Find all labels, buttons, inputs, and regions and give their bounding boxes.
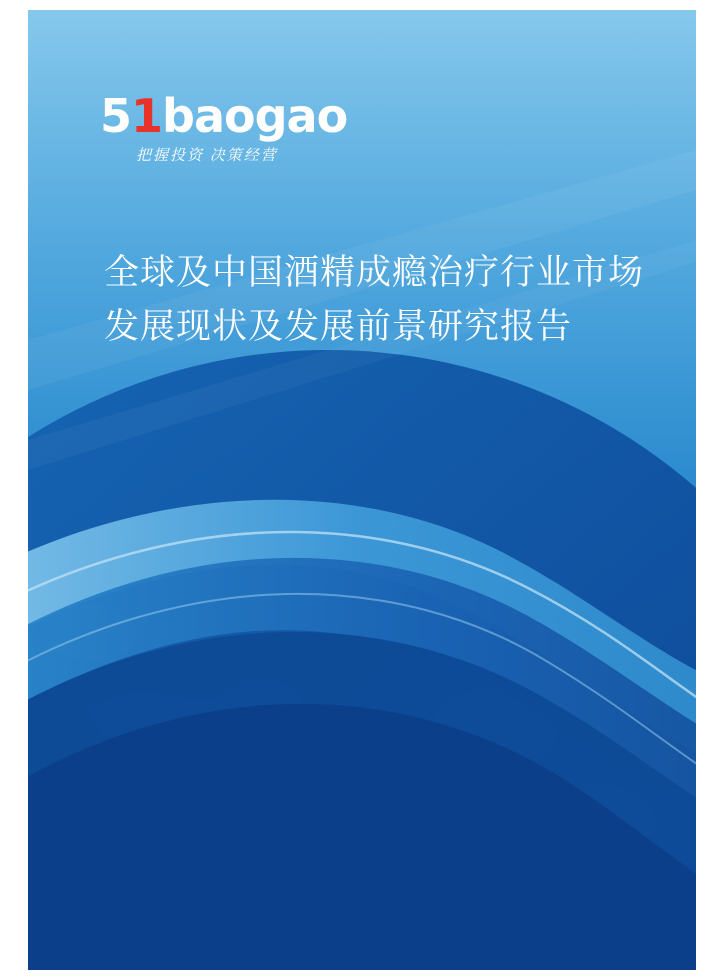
report-title: 全球及中国酒精成瘾治疗行业市场发展现状及发展前景研究报告 xyxy=(104,253,645,347)
logo-tagline: 把握投资 决策经营 xyxy=(136,148,278,164)
logo xyxy=(100,90,400,180)
logo-text xyxy=(100,90,400,142)
logo-digit-5: 5 xyxy=(100,89,132,143)
logo-digit-1: 1 xyxy=(131,89,163,143)
report-cover xyxy=(28,10,696,970)
logo-wordmark: baogao xyxy=(162,89,348,143)
